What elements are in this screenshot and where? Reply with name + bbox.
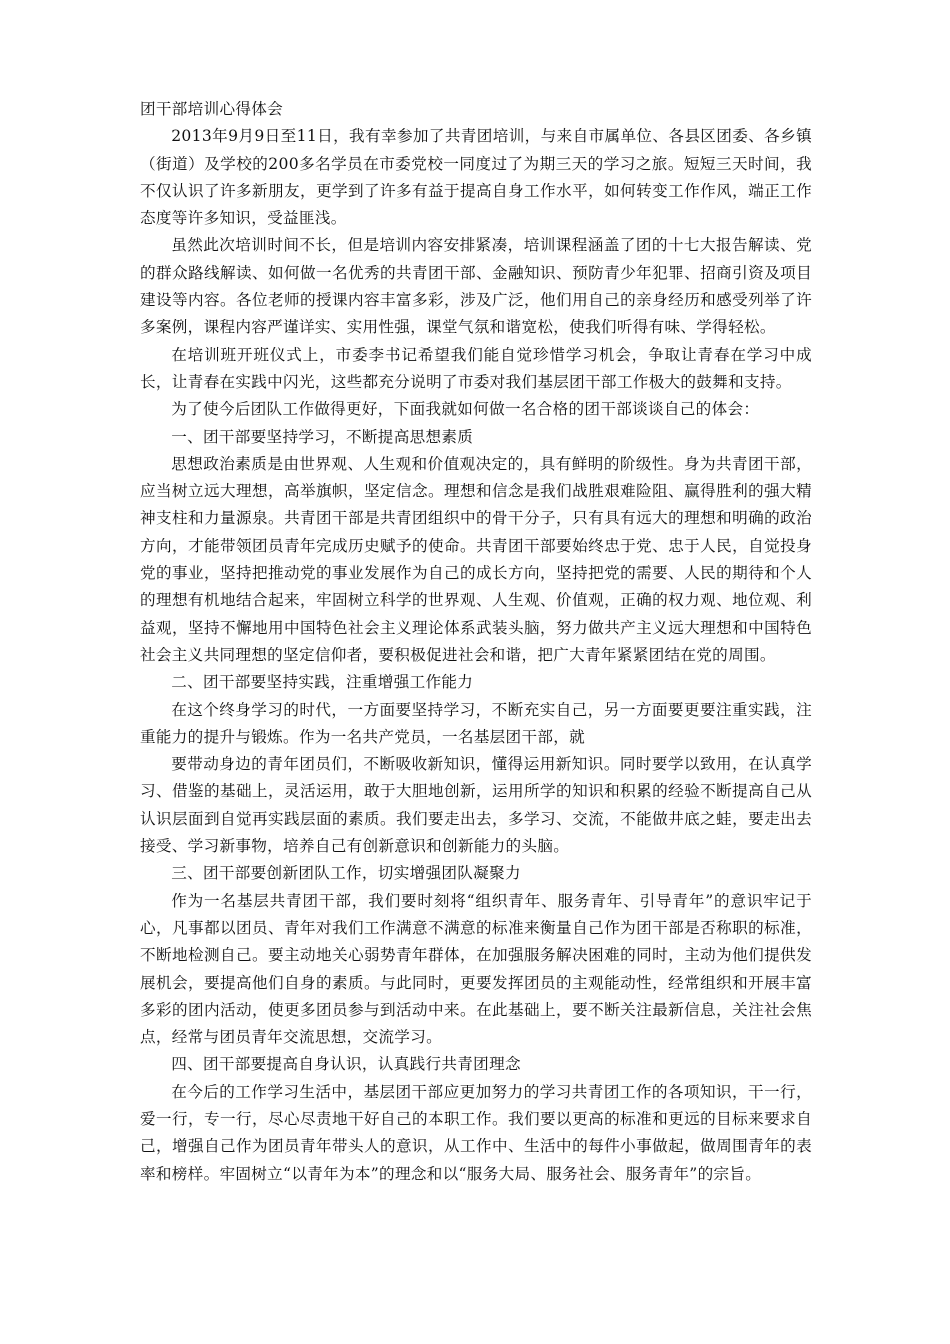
section-heading-2: 二、团干部要坚持实践，注重增强工作能力: [171, 673, 474, 692]
document-title: 团干部培训心得体会: [140, 100, 284, 118]
paragraph-section-1: 思想政治素质是由世界观、人生观和价值观决定的，具有鲜明的阶级性。身为共青团干部，应当树立远大理想，高举旗帜，坚定信念。理想和信念是我们战胜艰难险阻、赢得胜利的强大精神支柱和力量源泉。共青团干部是共青团组织中的骨干分子，只有具有远大的理想和明确的政治方向，才能带领团员青年完成历史赋予的使命。共青团干部要始终忠于党、忠于人民，自觉投身党的事业，坚持把推动党的事业发展作为自己的成长方向，坚持把党的需要、人民的期待和个人的理想有机地结合起来，牢固树立科学的世界观、人生观、价值观，正确的权力观、地位观、利益观，坚持不懈地用中国特色社会主义理论体系武装头脑，努力做共产主义远大理想和中国特色社会主义共同理想的坚定信仰者，要积极促进社会和谐，把广大青年紧紧团结在党的周围。: [140, 454, 812, 664]
paragraph-lead-in: 为了使今后团队工作做得更好，下面我就如何做一名合格的团干部谈谈自己的体会：: [171, 400, 760, 419]
section-heading-1: 一、团干部要坚持学习，不断提高思想素质: [171, 427, 474, 446]
section-heading-3: 三、团干部要创新团队工作，切实增强团队凝聚力: [171, 864, 521, 883]
paragraph-section-2a: 在这个终身学习的时代，一方面要坚持学习，不断充实自己，另一方面要更要注重实践，注重能力的提升与锻炼。作为一名共产党员，一名基层团干部，就: [140, 700, 812, 746]
paragraph-section-4: 在今后的工作学习生活中，基层团干部应更加努力的学习共青团工作的各项知识，干一行，爱一行，专一行，尽心尽责地干好自己的本职工作。我们要以更高的标准和更远的目标来要求自己，增强自己作为团员青年带头人的意识，从工作中、生活中的每件小事做起，做周围青年的表率和榜样。牢固树立“以青年为本”的理念和以“服务大局、服务社会、服务青年”的宗旨。: [140, 1082, 812, 1183]
paragraph-opening-ceremony: 在培训班开班仪式上，市委李书记希望我们能自觉珍惜学习机会，争取让青春在学习中成长，让青春在实践中闪光，这些都充分说明了市委对我们基层团干部工作极大的鼓舞和支持。: [140, 345, 812, 391]
paragraph-intro: 2013年9月9日至11日，我有幸参加了共青团培训，与来自市属单位、各县区团委、各乡镇（街道）及学校的200多名学员在市委党校一同度过了为期三天的学习之旅。短短三天时间，我不仅认识了许多新朋友，更学到了许多有益于提高自身工作水平，如何转变工作作风，端正工作态度等许多知识，受益匪浅。: [140, 127, 812, 228]
section-heading-4: 四、团干部要提高自身认识，认真践行共青团理念: [171, 1055, 521, 1074]
paragraph-course-content: 虽然此次培训时间不长，但是培训内容安排紧凑，培训课程涵盖了团的十七大报告解读、党的群众路线解读、如何做一名优秀的共青团干部、金融知识、预防青少年犯罪、招商引资及项目建设等内容。各位老师的授课内容丰富多彩，涉及广泛，他们用自己的亲身经历和感受列举了许多案例，课程内容严谨详实、实用性强，课堂气氛和谐宽松，使我们听得有味、学得轻松。: [140, 236, 812, 337]
paragraph-section-2b: 要带动身边的青年团员们，不断吸收新知识，懂得运用新知识。同时要学以致用，在认真学习、借鉴的基础上，灵活运用，敢于大胆地创新，运用所学的知识和积累的经验不断提高自己从认识层面到自觉再实践层面的素质。我们要走出去，多学习、交流，不能做井底之蛙，要走出去接受、学习新事物，培养自己有创新意识和创新能力的头脑。: [140, 755, 812, 856]
paragraph-section-3: 作为一名基层共青团干部，我们要时刻将“组织青年、服务青年、引导青年”的意识牢记于心，凡事都以团员、青年对我们工作满意不满意的标准来衡量自己作为团干部是否称职的标准，不断地检测自己。要主动地关心弱势青年群体，在加强服务解决困难的同时，主动为他们提供发展机会，要提高他们自身的素质。与此同时，更要发挥团员的主观能动性，经常组织和开展丰富多彩的团内活动，使更多团员参与到活动中来。在此基础上，要不断关注最新信息，关注社会焦点，经常与团员青年交流思想，交流学习。: [140, 891, 812, 1047]
document-body: [140, 96, 812, 1188]
